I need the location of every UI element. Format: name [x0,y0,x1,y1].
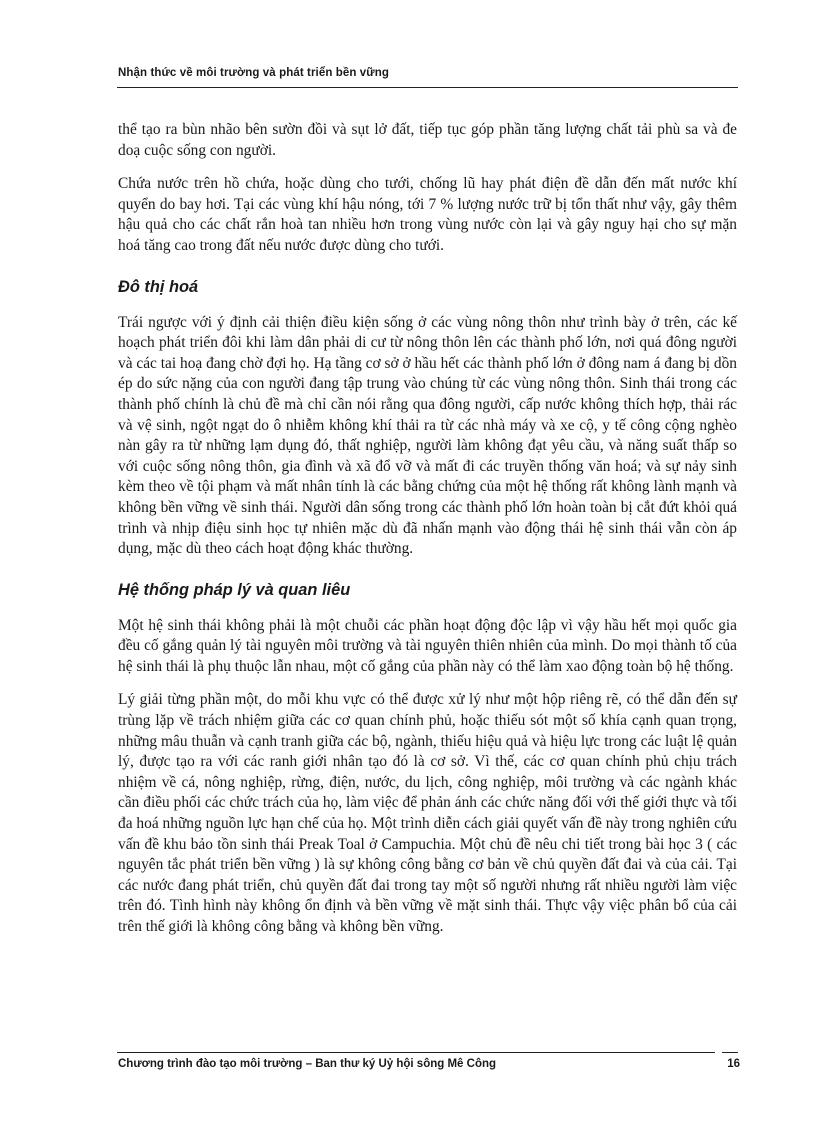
section-heading: Đô thị hoá [118,277,199,296]
running-header: Nhận thức về môi trường và phát triển bền vững [118,67,389,79]
paragraph: Chứa nước trên hồ chứa, hoặc dùng cho tưới, chống lũ hay phát điện đề dẫn đến mất nước khí quyển do bay hơi. Tại các vùng khí hậu nóng, tới 7 % lượng nước trữ bị tổn thất như vậy, gây thêm hậu quả cho các chất rắn hoà tan nhiều hơn trong vùng nước còn lại và gây nguy hại cho sự mặn hoá tăng cao trong đất nếu nước được dùng cho tưới. [118,175,737,254]
running-footer: Chương trình đào tạo môi trường – Ban thư ký Uỷ hội sông Mê Công [118,1058,497,1070]
page-number-divider [722,1052,738,1053]
paragraph: Một hệ sinh thái không phải là một chuỗi các phần hoạt động độc lập vì vậy hầu hết mọi quốc gia đều cố gắng quản lý tài nguyên môi trường và tài nguyên thiên nhiên của mình. Do mọi thành tố của hệ sinh thái là phụ thuộc lẫn nhau, một cố gắng của phần này có thể làm xao động toàn bộ hệ thống. [118,616,737,675]
footer-divider [117,1052,715,1053]
section-heading: Hệ thống pháp lý và quan liêu [118,580,351,599]
page-number: 16 [727,1058,740,1070]
paragraph: Lý giải từng phần một, do mỗi khu vực có thể được xử lý như một hộp riêng rẽ, có thể dẫn đến sự trùng lặp về trách nhiệm giữa các cơ quan chính phủ, hoặc thiếu sót một số khía cạnh quan trọng, những mâu thuẫn và cạnh tranh giữa các bộ, ngành, thiếu hiệu quả và hiệu lực trong các luật lệ quản lý, được tạo ra với các ranh giới nhân tạo đó là cơ sở. Vì thế, các cơ quan chính phủ chịu trách nhiệm về cá, nông nghiệp, rừng, điện, nước, du lịch, công nghiệp, môi trường và các ngành khác cần điều phối các chức trách của họ, làm việc để phản ánh các chức năng đối với thế giới thực và tối đa hoá những nguồn lực hạn chế của họ. Một trình diễn cách giải quyết vấn đề này trong nghiên cứu vấn đề khu bảo tồn sinh thái Preak Toal ở Campuchia. Một chủ đề nêu chi tiết trong bài học 3 ( các nguyên tắc phát triển bền vững ) là sự không công bằng cơ bản về chủ quyền đất đai và của cải. Tại các nước đang phát triển, chủ quyền đất đai trong tay một số người nhưng rất nhiều người làm việc trên đó. Tình hình này không ổn định và bền vững về mặt sinh thái. Thực vậy việc phân bổ của cải trên thế giới là không công bằng và không bền vững. [118,691,737,935]
paragraph: Trái ngược với ý định cải thiện điều kiện sống ở các vùng nông thôn như trình bày ở trên, các kế hoạch phát triển đôi khi làm dân phải di cư từ nông thôn lên các thành phố lớn, nơi quá đông người và các tai hoạ đang chờ đợi họ. Hạ tầng cơ sở ở hầu hết các thành phố lớn ở đông nam á đang bị dồn ép do sức nặng của con người đang tập trung vào chúng từ các vùng nông thôn. Sinh thái trong các thành phố chính là chủ đề mà chỉ cần nói rằng qua đông người, cấp nước không thích hợp, thải rác và vệ sinh, ngột ngạt do ô nhiễm không khí thải ra từ các nhà máy và xe cộ, y tế công cộng nghèo nàn gây ra từ những lạm dụng đó, thất nghiệp, người làm không đạt yêu cầu, và năng suất thấp so với cuộc sống nông thôn, gia đình và xã đổ vỡ và mất đi các truyền thống văn hoá; và sự nảy sinh kèm theo về tội phạm và mất nhân tính là các bằng chứng của một hệ thống rất không lành mạnh và không bền vững về sinh thái. Người dân sống trong các thành phố lớn hoàn toàn bị cắt đứt khỏi quá trình và nhịp điệu sinh học tự nhiên mặc dù đã nhấn mạnh vào động thái hệ sinh thái vẫn còn áp dụng, mặc dù theo cách hoạt động khác thường. [118,313,737,558]
header-divider [117,87,738,88]
paragraph: thể tạo ra bùn nhão bên sườn đồi và sụt lở đất, tiếp tục góp phần tăng lượng chất tải phù sa và đe doạ cuộc sống con người. [118,121,737,159]
document-body [118,120,737,951]
